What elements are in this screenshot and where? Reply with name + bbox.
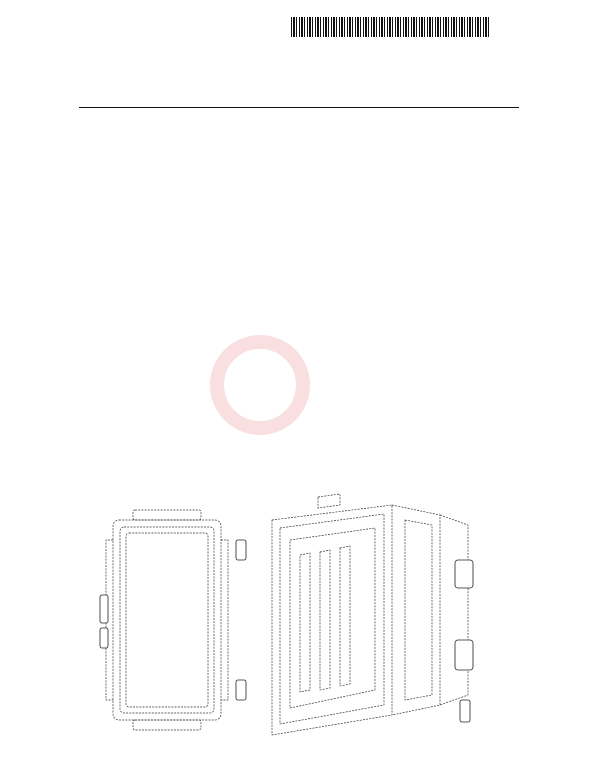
open-view-latches (455, 560, 473, 722)
open-view-figure (272, 494, 468, 735)
front-view-hinges (100, 540, 246, 700)
front-view-figure (106, 510, 228, 730)
